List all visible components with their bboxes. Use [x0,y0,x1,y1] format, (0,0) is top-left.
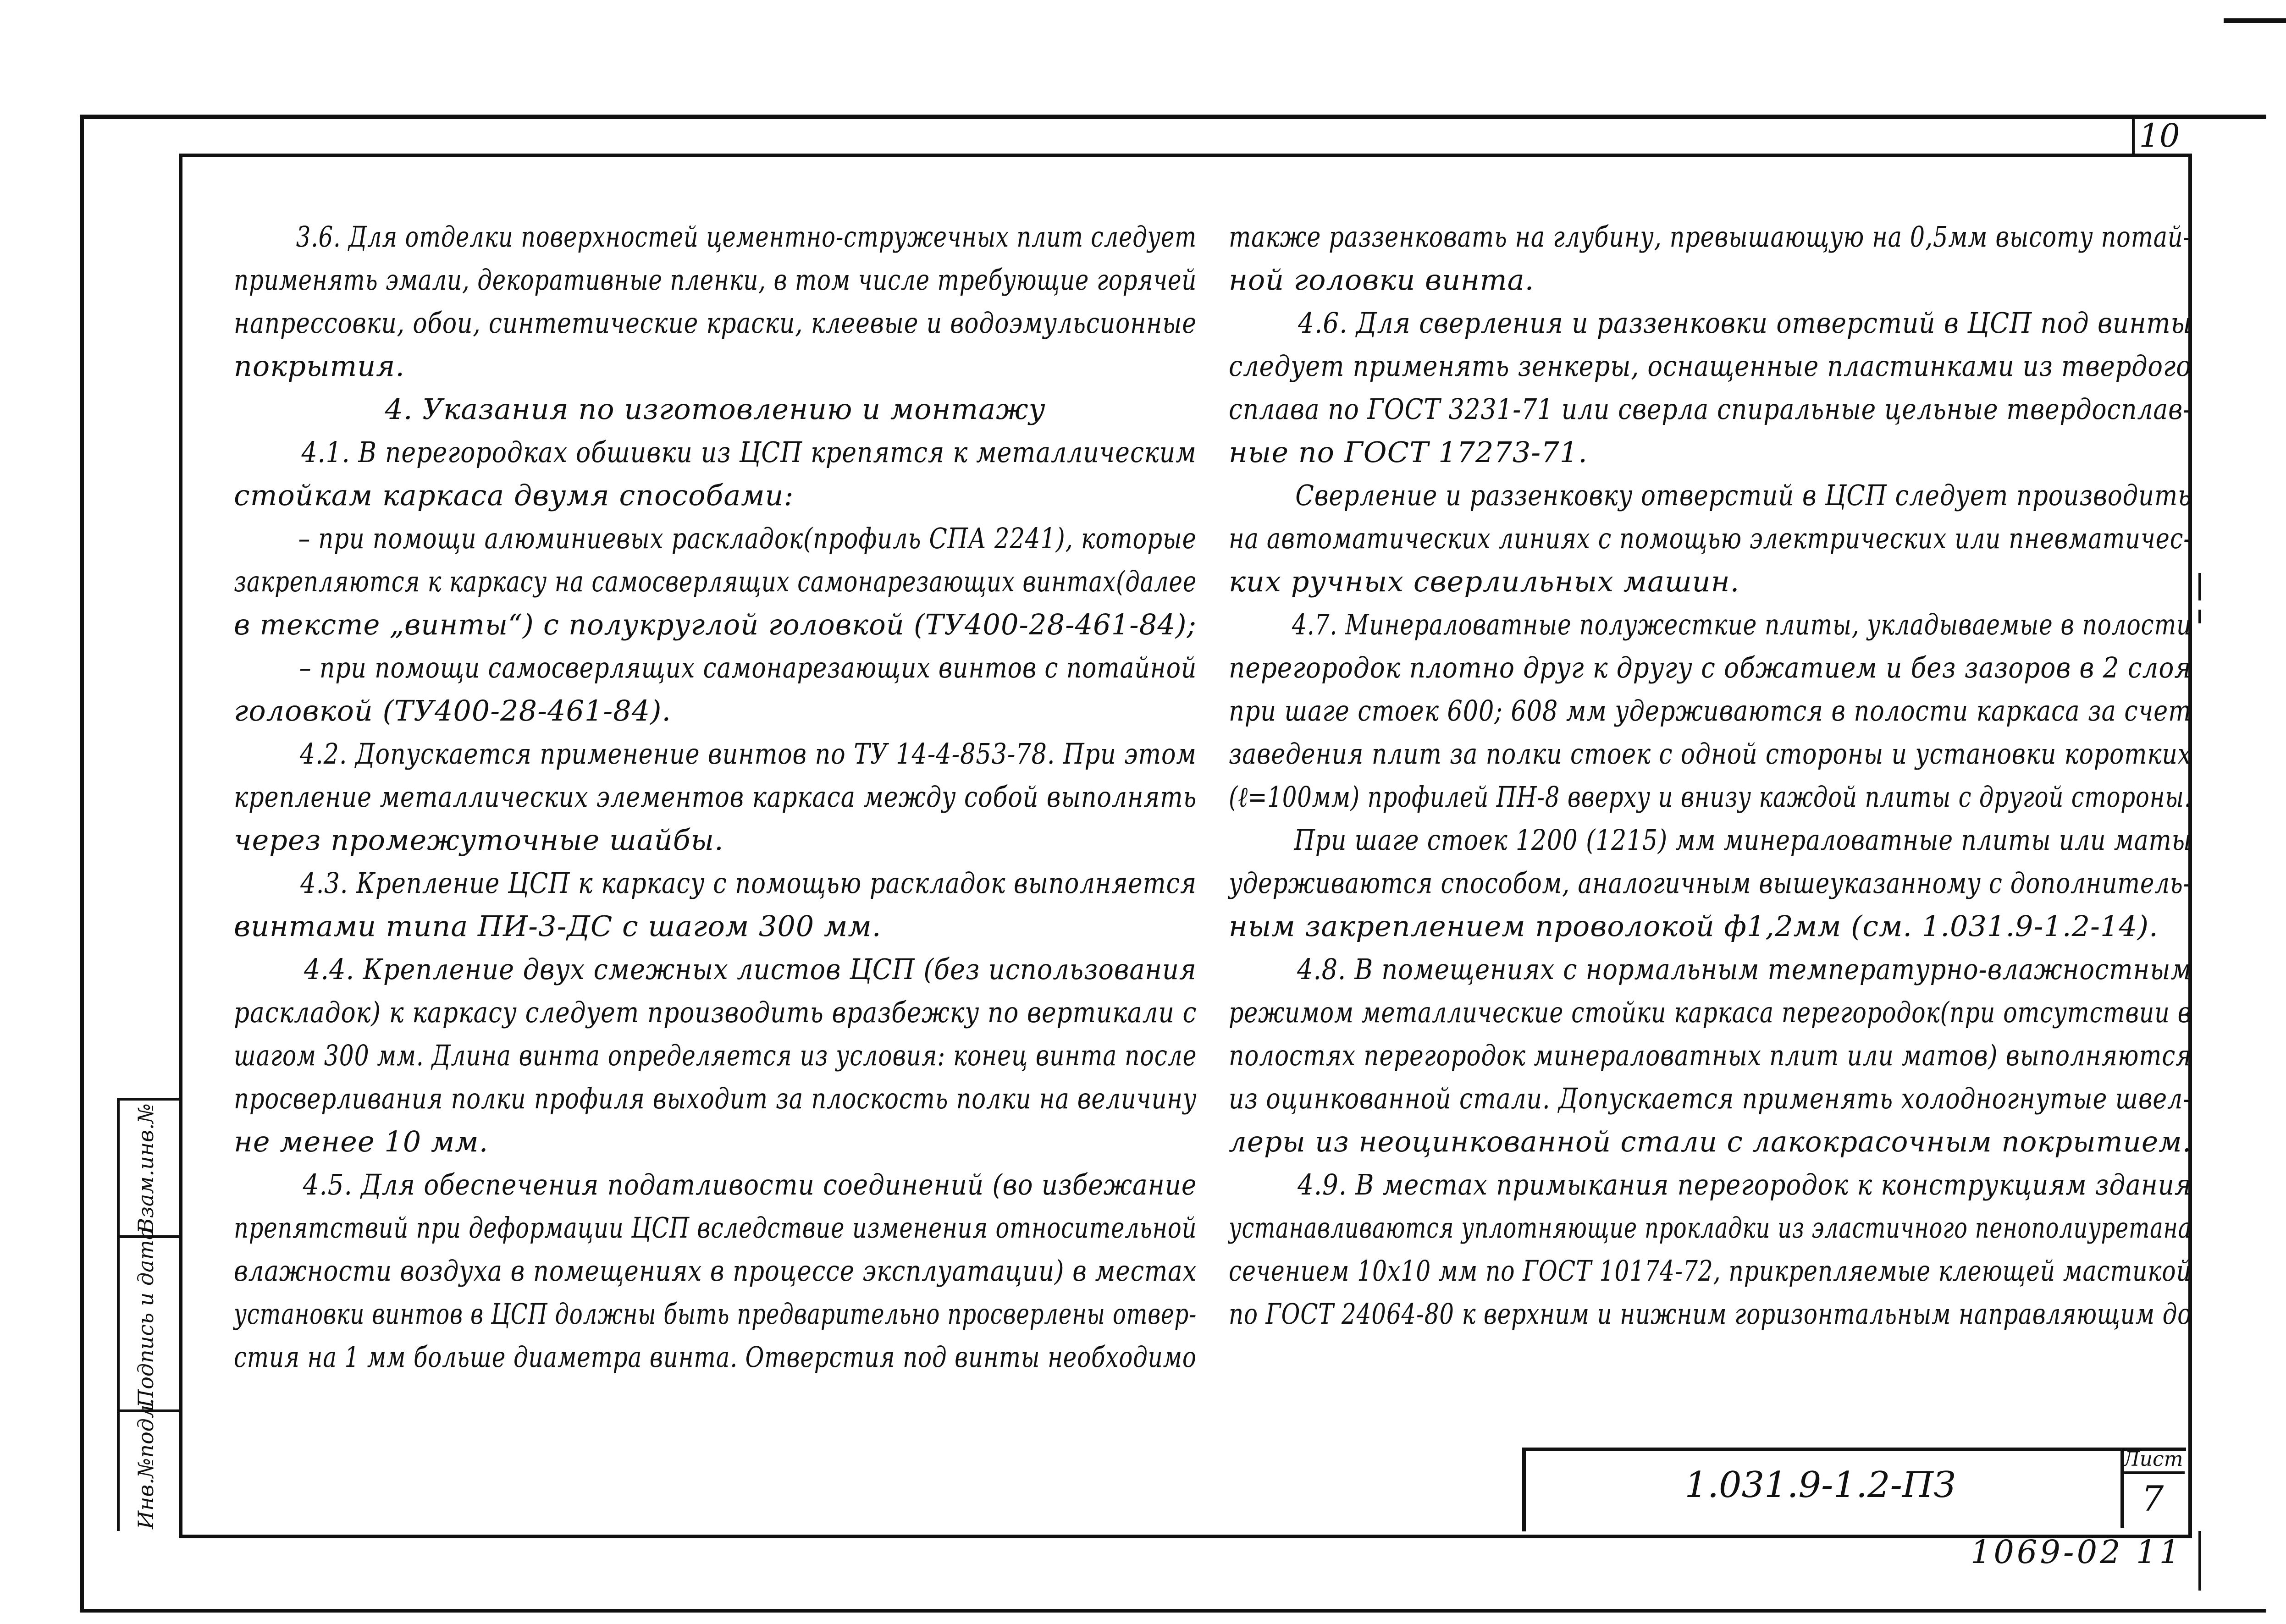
text-line: винтами типа ПИ-3-ДС с шагом 300 мм. [234,909,882,943]
text-line: леры из неоцинкованной стали с лакокрасочным покрытием. [1229,1125,2192,1158]
edge-tick [2198,1531,2201,1591]
text-line: 4.6. Для сверления и раззенковки отверстий в ЦСП под винты [1298,306,2192,340]
section-heading: 4. Указания по изготовлению и монтажу [385,392,1046,426]
text-line: шагом 300 мм. Длина винта определяется из условия: конец винта после [234,1039,1197,1072]
text-line: 4.2. Допускается применение винтов по ТУ 14-4-853-78. При этом [299,737,1197,771]
text-line: в тексте „винты“) с полукруглой головкой (ТУ400-28-461-84); [234,608,1197,641]
text-line: через промежуточные шайбы. [234,823,724,857]
left-text-column [234,215,1197,1379]
text-line: режимом металлические стойки каркаса перегородок(при отсутствии в [1229,996,2192,1029]
text-line: 4.1. В перегородках обшивки из ЦСП крепятся к металлическим [301,435,1197,469]
side-cell-vzam [120,1098,182,1238]
text-line: головкой (ТУ400-28-461-84). [234,694,672,727]
sheet-number: 7 [2141,1478,2164,1519]
text-line: 3.6. Для отделки поверхностей цементно-стружечных плит следует [296,220,1197,253]
sheet-label: Лист [2123,1448,2183,1471]
edge-tick [2198,573,2201,600]
text-line: раскладок) к каркасу следует производить вразбежку по вертикали с [234,996,1197,1029]
text-line: устанавливаются уплотняющие прокладки из эластичного пенополиуретана [1229,1211,2192,1244]
side-text-podpis: Подпись и дата [133,1227,158,1408]
side-stamp [117,1098,182,1531]
side-text-vzam: Взам.инв.№ [133,1103,158,1233]
text-line: сплава по ГОСТ 3231-71 или сверла спиральные цельные твердосплав- [1229,392,2192,426]
text-line: не менее 10 мм. [234,1125,489,1158]
side-text-inv: Инв.№подл. [133,1398,158,1529]
text-line: влажности воздуха в помещениях в процессе эксплуатации) в местах [234,1254,1197,1288]
document-code: 1.031.9-1.2-ПЗ [1684,1464,1956,1506]
text-line: установки винтов в ЦСП должны быть предварительно просверлены отвер- [234,1297,1197,1331]
text-line: 4.9. В местах примыкания перегородок к конструкциям здания [1298,1168,2192,1201]
text-line: При шаге стоек 1200 (1215) мм минераловатные плиты или маты [1294,823,2192,857]
text-line: стойкам каркаса двумя способами: [234,479,794,512]
text-line: ным закреплением проволокой ф1,2мм (см. 1.031.9-1.2-14). [1229,909,2159,943]
sheet-cell-divider [2120,1471,2185,1474]
text-line: напрессовки, обои, синтетические краски, клеевые и водоэмульсионные [234,306,1197,340]
right-text-column [1229,215,2192,1336]
text-line: просверливания полки профиля выходит за плоскость полки на величину [234,1082,1197,1115]
text-line: по ГОСТ 24064-80 к верхним и нижним горизонтальным направляющим до [1229,1297,2192,1331]
text-line: Сверление и раззенковку отверстий в ЦСП следует производить [1295,479,2192,512]
text-line: ких ручных сверлильных машин. [1229,565,1740,598]
edge-tick [2198,610,2201,623]
text-line: 4.8. В помещениях с нормальным температурно-влажностным [1297,952,2192,986]
text-line: полостях перегородок минераловатных плит или матов) выполняются [1229,1039,2192,1072]
side-cell-inv [120,1398,182,1534]
text-line: следует применять зенкеры, оснащенные пластинками из твердого [1229,349,2192,383]
bottom-reference: 1069-02 11 [1970,1533,2182,1571]
text-line: 4.3. Крепление ЦСП к каркасу с помощью раскладок выполняется [300,866,1197,900]
text-line: применять эмали, декоративные пленки, в том числе требующие горячей [234,263,1197,297]
text-line: покрытия. [234,349,405,383]
text-line: удерживаются способом, аналогичным вышеуказанному с дополнитель- [1229,866,2192,900]
text-line: 4.7. Минераловатные полужесткие плиты, укладываемые в полости [1292,608,2192,641]
text-line: препятствий при деформации ЦСП вследствие изменения относительной [234,1211,1197,1244]
text-line: при шаге стоек 600; 608 мм удерживаются в полости каркаса за счет [1229,694,2192,727]
text-line: также раззенковать на глубину, превышающую на 0,5мм высоту потай- [1229,220,2192,253]
text-line: (ℓ=100мм) профилей ПН-8 вверху и внизу каждой плиты с другой стороны. [1229,780,2192,814]
side-cell-podpis [120,1227,182,1412]
text-line: из оцинкованной стали. Допускается применять холодногнутые швел- [1229,1082,2192,1115]
text-line: крепление металлических элементов каркаса между собой выполнять [234,780,1197,814]
text-line: заведения плит за полки стоек с одной стороны и установки коротких [1229,737,2192,771]
text-line: стия на 1 мм больше диаметра винта. Отверстия под винты необходимо [234,1340,1197,1374]
text-line: ные по ГОСТ 17273-71. [1229,435,1588,469]
top-sheet-number: 10 [2139,117,2180,154]
text-line: 4.4. Крепление двух смежных листов ЦСП (без использования [304,952,1197,986]
text-line: на автоматических линиях с помощью электрических или пневматичес- [1229,522,2192,555]
text-line: перегородок плотно друг к другу с обжатием и без зазоров в 2 слоя [1229,651,2192,684]
text-line: – при помощи алюминиевых раскладок(профиль СПА 2241), которые [298,522,1197,555]
text-line: ной головки винта. [1229,263,1535,297]
text-line: закрепляются к каркасу на самосверлящих самонарезающих винтах(далее [234,565,1197,598]
text-line: – при помощи самосверлящих самонарезающих винтов с потайной [299,651,1197,684]
text-line: 4.5. Для обеспечения податливости соединений (во избежание [303,1168,1197,1201]
corner-mark [2224,18,2286,23]
text-line: сечением 10х10 мм по ГОСТ 10174-72, прикрепляемые клеющей мастикой [1229,1254,2192,1288]
